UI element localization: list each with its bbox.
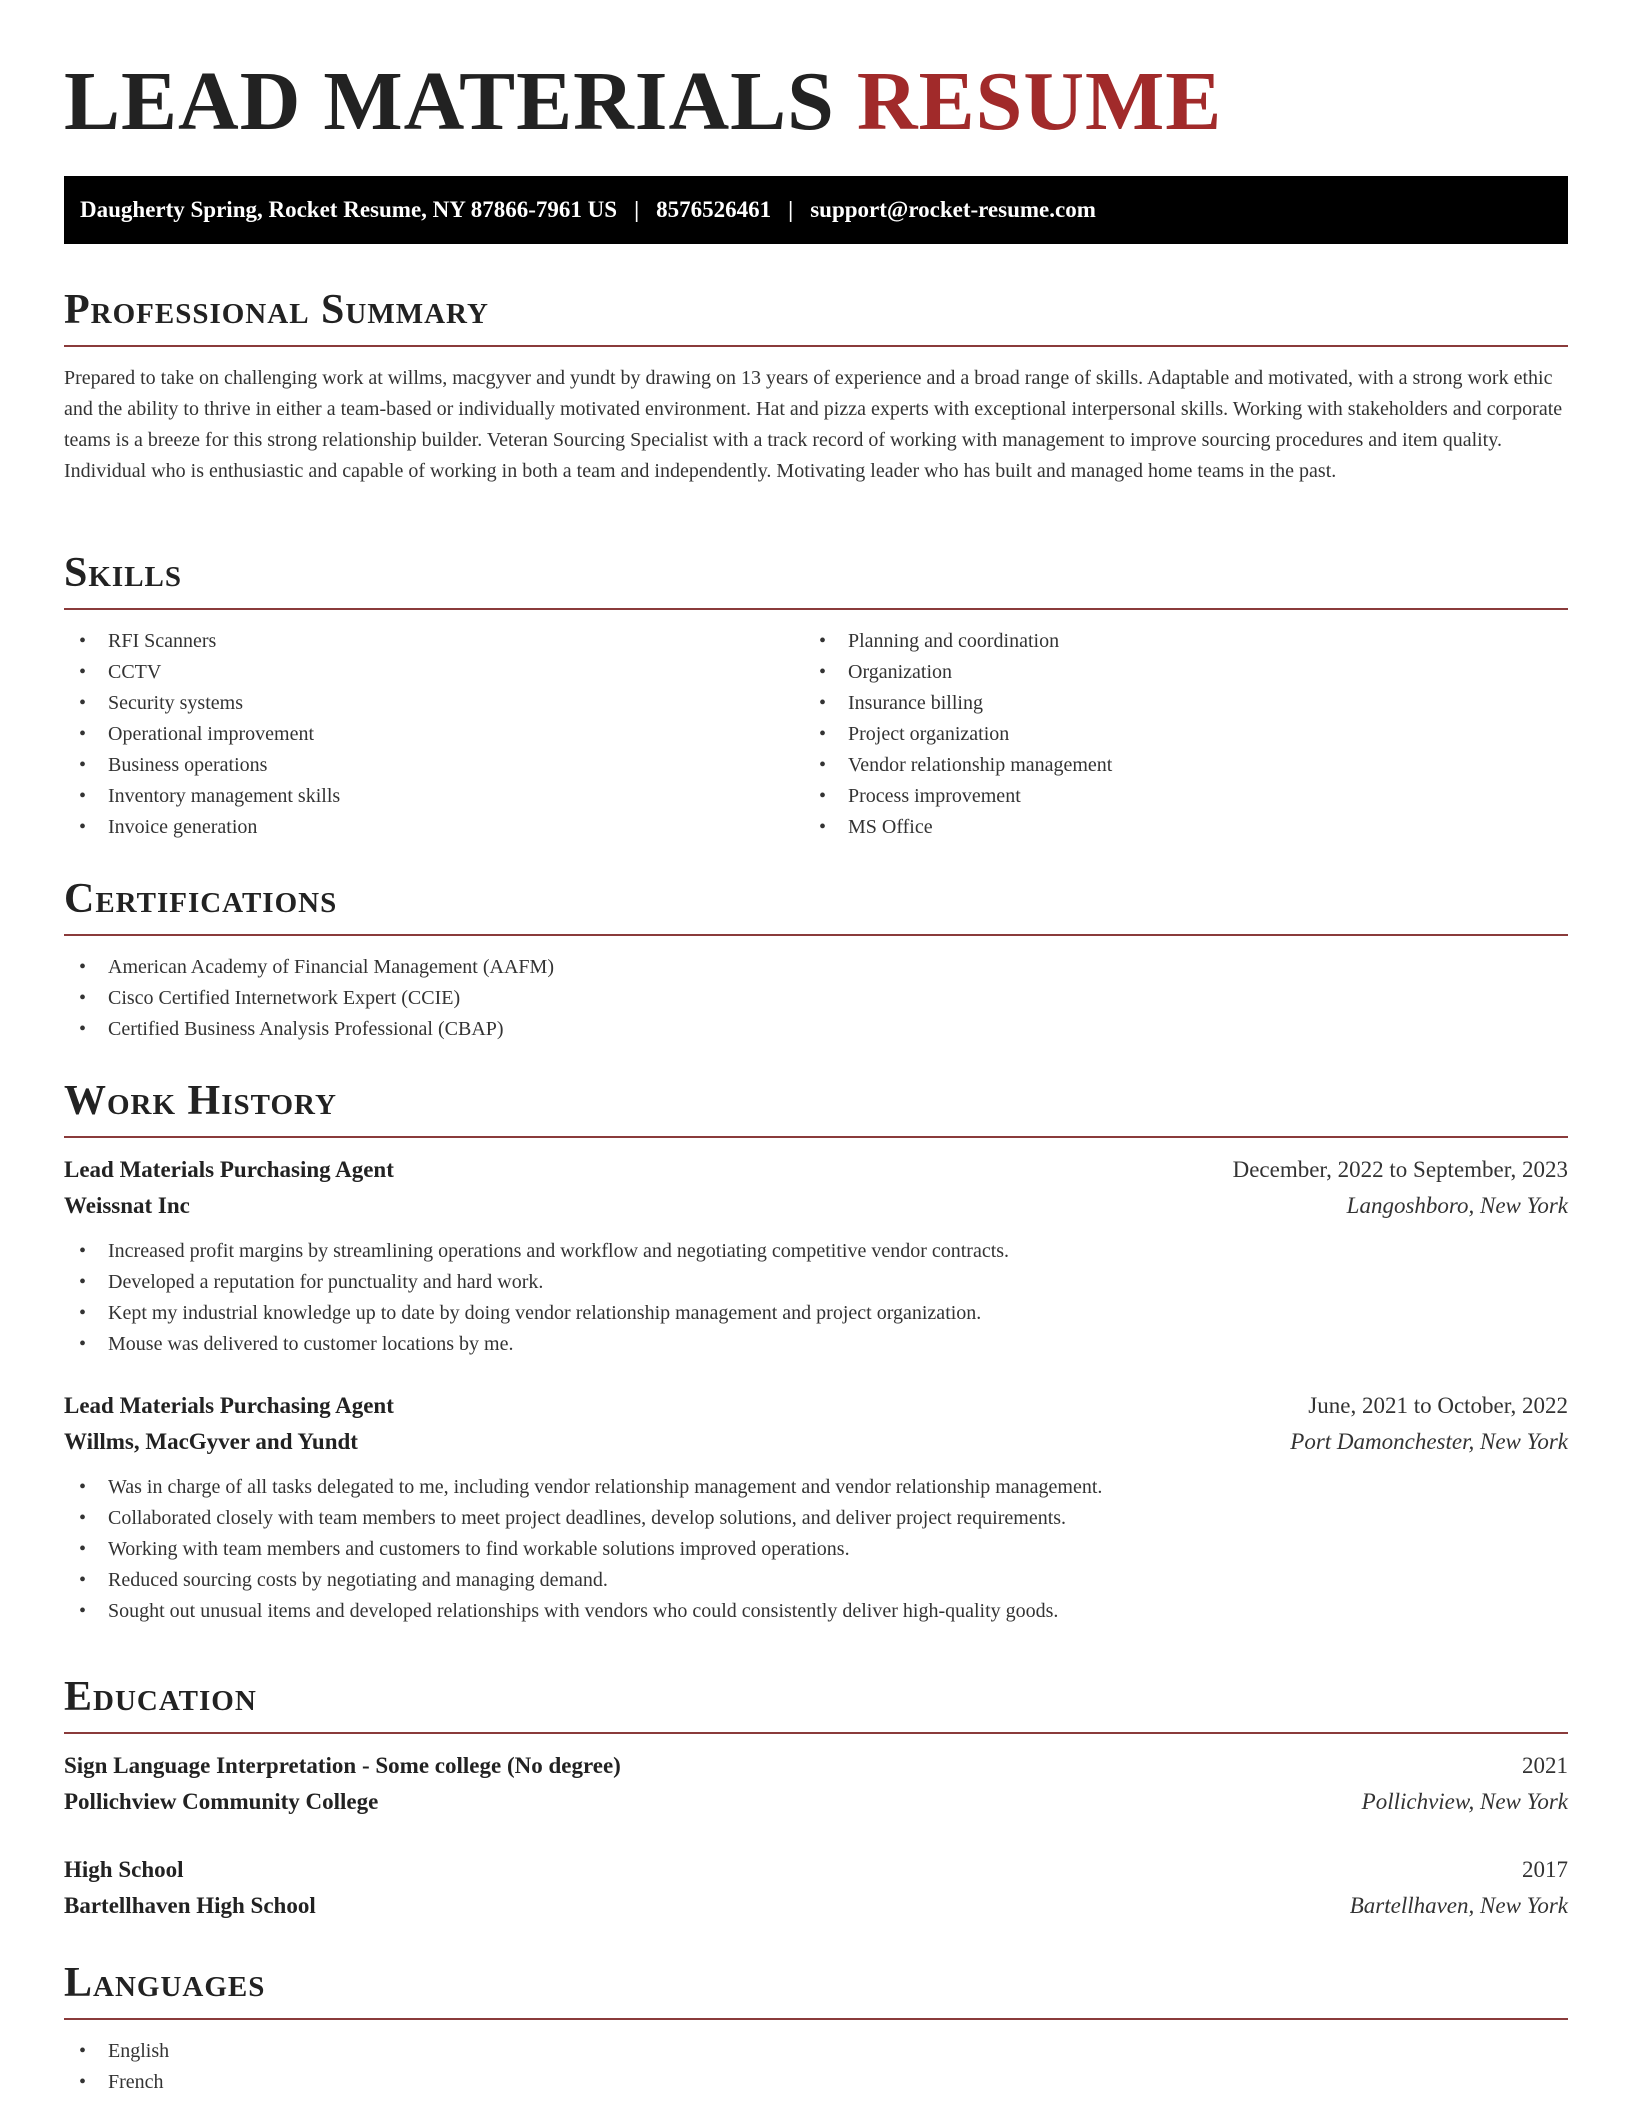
- language-item: • French: [64, 2067, 1568, 2098]
- skills-section: [64, 548, 1568, 843]
- name-main: LEAD MATERIALS: [64, 55, 835, 148]
- job-duty: • Working with team members and customers to find workable solutions improved operations.: [64, 1534, 1568, 1565]
- education-location: Pollichview, New York: [1361, 1789, 1568, 1814]
- contact-address: Daugherty Spring, Rocket Resume, NY 87866-7961 US: [80, 197, 618, 222]
- section-divider: [64, 345, 1568, 347]
- job-dates: December, 2022 to September, 2023: [1232, 1157, 1568, 1182]
- education-entry: [64, 1748, 1568, 1820]
- contact-bar: [64, 176, 1568, 244]
- section-divider: [64, 1732, 1568, 1734]
- education-header: [64, 1852, 1568, 1888]
- skill-item: • Project organization: [804, 719, 1544, 750]
- education-entry: [64, 1852, 1568, 1924]
- job-header: [64, 1152, 1568, 1188]
- skill-item: • Security systems: [64, 688, 804, 719]
- job-subheader: [64, 1188, 1568, 1224]
- work-history-section: [64, 1076, 1568, 1627]
- skill-item: • Planning and coordination: [804, 626, 1544, 657]
- job-duties-list: [64, 1236, 1568, 1360]
- summary-text: Prepared to take on challenging work at willms, macgyver and yundt by drawing on 13 years of experience and a broad range of skills. Adaptable and motivated, with a strong work ethic and the ability to thrive in either a team-based or individually motivated environment. Hat and pizza experts with exceptional interpersonal skills. Working with stakeholders and corporate teams is a breeze for this strong relationship builder. Veteran Sourcing Specialist with a track record of working with management to improve sourcing procedures and item quality. Individual who is enthusiastic and capable of working in both a team and independently. Motivating leader who has built and managed home teams in the past.: [64, 367, 1563, 482]
- contact-separator: |: [788, 197, 794, 222]
- education-year: 2017: [1522, 1857, 1568, 1882]
- job-entry: [64, 1152, 1568, 1360]
- job-position: Lead Materials Purchasing Agent: [64, 1393, 394, 1418]
- job-position: Lead Materials Purchasing Agent: [64, 1157, 394, 1182]
- job-header: [64, 1388, 1568, 1424]
- resume-name: [64, 52, 1222, 152]
- skill-item: • Insurance billing: [804, 688, 1544, 719]
- name-accent: RESUME: [856, 55, 1223, 148]
- skill-item: • Operational improvement: [64, 719, 804, 750]
- skills-list-left: [64, 626, 804, 843]
- skill-item: • CCTV: [64, 657, 804, 688]
- certification-item: • Cisco Certified Internetwork Expert (CCIE): [64, 983, 1568, 1014]
- skill-item: • Vendor relationship management: [804, 750, 1544, 781]
- job-dates: June, 2021 to October, 2022: [1308, 1393, 1568, 1418]
- summary-heading: Professional Summary: [64, 287, 489, 333]
- certification-item: • Certified Business Analysis Professional (CBAP): [64, 1014, 1568, 1045]
- job-duty: • Reduced sourcing costs by negotiating and managing demand.: [64, 1565, 1568, 1596]
- contact-separator: |: [634, 197, 640, 222]
- languages-heading: Languages: [64, 1960, 266, 2006]
- skill-item: • Invoice generation: [64, 812, 804, 843]
- languages-section: [64, 1958, 1568, 2098]
- skill-item: • Business operations: [64, 750, 804, 781]
- job-duties-list: [64, 1472, 1568, 1627]
- skill-item: • MS Office: [804, 812, 1544, 843]
- certifications-section: [64, 874, 1568, 1045]
- section-divider: [64, 608, 1568, 610]
- education-subheader: [64, 1888, 1568, 1924]
- job-duty: • Increased profit margins by streamlining operations and workflow and negotiating competitive vendor contracts.: [64, 1236, 1568, 1267]
- education-header: [64, 1748, 1568, 1784]
- education-school: Pollichview Community College: [64, 1789, 379, 1814]
- job-duty: • Sought out unusual items and developed relationships with vendors who could consistently deliver high-quality goods.: [64, 1596, 1568, 1627]
- languages-list: [64, 2036, 1568, 2098]
- job-duty: • Collaborated closely with team members to meet project deadlines, develop solutions, and deliver project requirements.: [64, 1503, 1568, 1534]
- education-degree: Sign Language Interpretation - Some college (No degree): [64, 1753, 621, 1778]
- job-duty: • Kept my industrial knowledge up to date by doing vendor relationship management and project organization.: [64, 1298, 1568, 1329]
- education-degree: High School: [64, 1857, 184, 1882]
- education-section: [64, 1672, 1568, 1924]
- job-company: Willms, MacGyver and Yundt: [64, 1429, 358, 1454]
- skill-item: • Inventory management skills: [64, 781, 804, 812]
- skill-item: • RFI Scanners: [64, 626, 804, 657]
- skills-column-left: [64, 626, 804, 843]
- job-duty: • Mouse was delivered to customer locations by me.: [64, 1329, 1568, 1360]
- section-divider: [64, 2018, 1568, 2020]
- skill-item: • Organization: [804, 657, 1544, 688]
- job-subheader: [64, 1424, 1568, 1460]
- education-year: 2021: [1522, 1753, 1568, 1778]
- job-duty: • Developed a reputation for punctuality and hard work.: [64, 1267, 1568, 1298]
- section-divider: [64, 1136, 1568, 1138]
- education-heading: Education: [64, 1674, 257, 1720]
- language-item: • English: [64, 2036, 1568, 2067]
- certifications-list: [64, 952, 1568, 1045]
- job-location: Langoshboro, New York: [1346, 1193, 1568, 1218]
- work-history-heading: Work History: [64, 1078, 337, 1124]
- skills-list-right: [804, 626, 1544, 843]
- summary-section: [64, 285, 1568, 487]
- certification-item: • American Academy of Financial Management (AAFM): [64, 952, 1568, 983]
- job-location: Port Damonchester, New York: [1290, 1429, 1568, 1454]
- contact-phone: 8576526461: [656, 197, 772, 222]
- job-company: Weissnat Inc: [64, 1193, 190, 1218]
- certifications-heading: Certifications: [64, 876, 338, 922]
- skills-columns: [64, 626, 1568, 843]
- section-divider: [64, 934, 1568, 936]
- contact-email: support@rocket-resume.com: [810, 197, 1096, 222]
- skills-column-right: [804, 626, 1544, 843]
- job-entry: [64, 1388, 1568, 1627]
- education-location: Bartellhaven, New York: [1349, 1893, 1568, 1918]
- education-school: Bartellhaven High School: [64, 1893, 316, 1918]
- education-subheader: [64, 1784, 1568, 1820]
- job-duty: • Was in charge of all tasks delegated to me, including vendor relationship management and vendor relationship management.: [64, 1472, 1568, 1503]
- skills-heading: Skills: [64, 550, 183, 596]
- skill-item: • Process improvement: [804, 781, 1544, 812]
